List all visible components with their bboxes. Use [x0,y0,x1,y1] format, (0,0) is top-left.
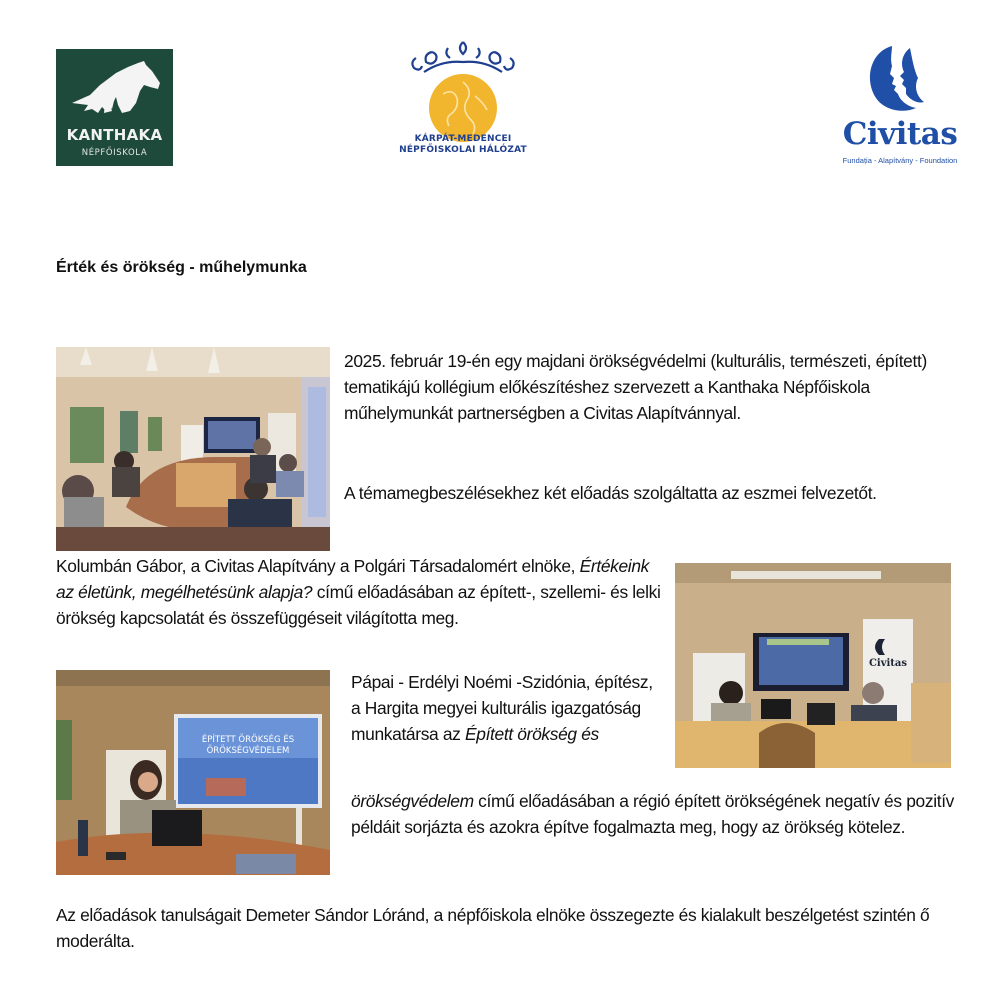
papai-paragraph-end [351,788,981,840]
civitas-faces-icon [862,44,932,114]
kolumban-paragraph [56,553,666,632]
civitas-tagline: Fundația - Alapítvány - Foundation [842,156,958,165]
papai-paragraph-start [351,669,661,748]
papai-text-pre: Pápai - Erdélyi Noémi -Szidónia, építész, a Hargita megyei kulturális igazgatóság munkatársa az [351,672,653,745]
kolumban-text-pre: Kolumbán Gábor, a Civitas Alapítvány a Polgári Társadalomért elnöke, [56,556,580,576]
speaker-presenting-image [56,670,330,875]
civitas-logo [836,44,964,168]
screen-title-line2: ÖRÖKSÉGVÉDELEM [206,746,290,756]
kolumban-lecture-title: Értékeink az életünk, megélhetésünk alapja? [56,556,649,603]
workshop-photo-2 [675,563,951,768]
screen-title-line1: ÉPÍTETT ÖRÖKSÉG ÉS [201,735,295,745]
article-title: Érték és örökség - műhelymunka [56,259,307,276]
speakers-table-image [675,563,951,768]
papai-text-post: című előadásában a régió épített örökségének negatív és pozitív példáit sorjázta és azokra építve fogalmazta meg, hogy az örökség kötelez. [351,791,955,838]
karpat-line1: KÁRPÁT-MEDENCEI [414,134,512,144]
papai-lecture-title-b: örökségvédelem [351,791,474,811]
summary-paragraph: Az előadások tanulságait Demeter Sándor Lóránd, a népfőiskola elnöke összegezte és kialakult beszélgetést szintén ő moderálta. [56,905,930,952]
lectures-paragraph: A témamegbeszélésekhez két előadás szolgáltatta az eszmei felvezetőt. [344,483,877,503]
karpat-line2: NÉPFŐISKOLAI HÁLÓZAT [399,145,527,155]
workshop-photo-3 [56,670,330,875]
intro-paragraph: 2025. február 19-én egy majdani örökségvédelmi (kulturális, természeti, épített) tematikájú kollégium előkészítéshez szervezett a Kanthaka Népfőiskola műhelymunkát partnerségben a Civitas Alapítvánnyal. [344,351,927,424]
kolumban-text-post: című előadásában az épített-, szellemi- és lelki örökség kapcsolatát és összefüggéseit világította meg. [56,582,661,629]
workshop-photo-1 [56,347,330,551]
papai-lecture-title-a: Épített örökség és [465,724,599,745]
workshop-room-image [56,347,330,551]
kanthaka-logo [56,49,173,166]
karpat-medencei-logo [388,38,538,164]
horse-head-icon [70,61,162,123]
kanthaka-name: KANTHAKA [66,126,163,144]
kanthaka-subtitle: NÉPFŐISKOLA [81,148,148,158]
civitas-wordmark: Civitas [842,116,958,152]
banner-civitas-text: Civitas [868,658,908,669]
